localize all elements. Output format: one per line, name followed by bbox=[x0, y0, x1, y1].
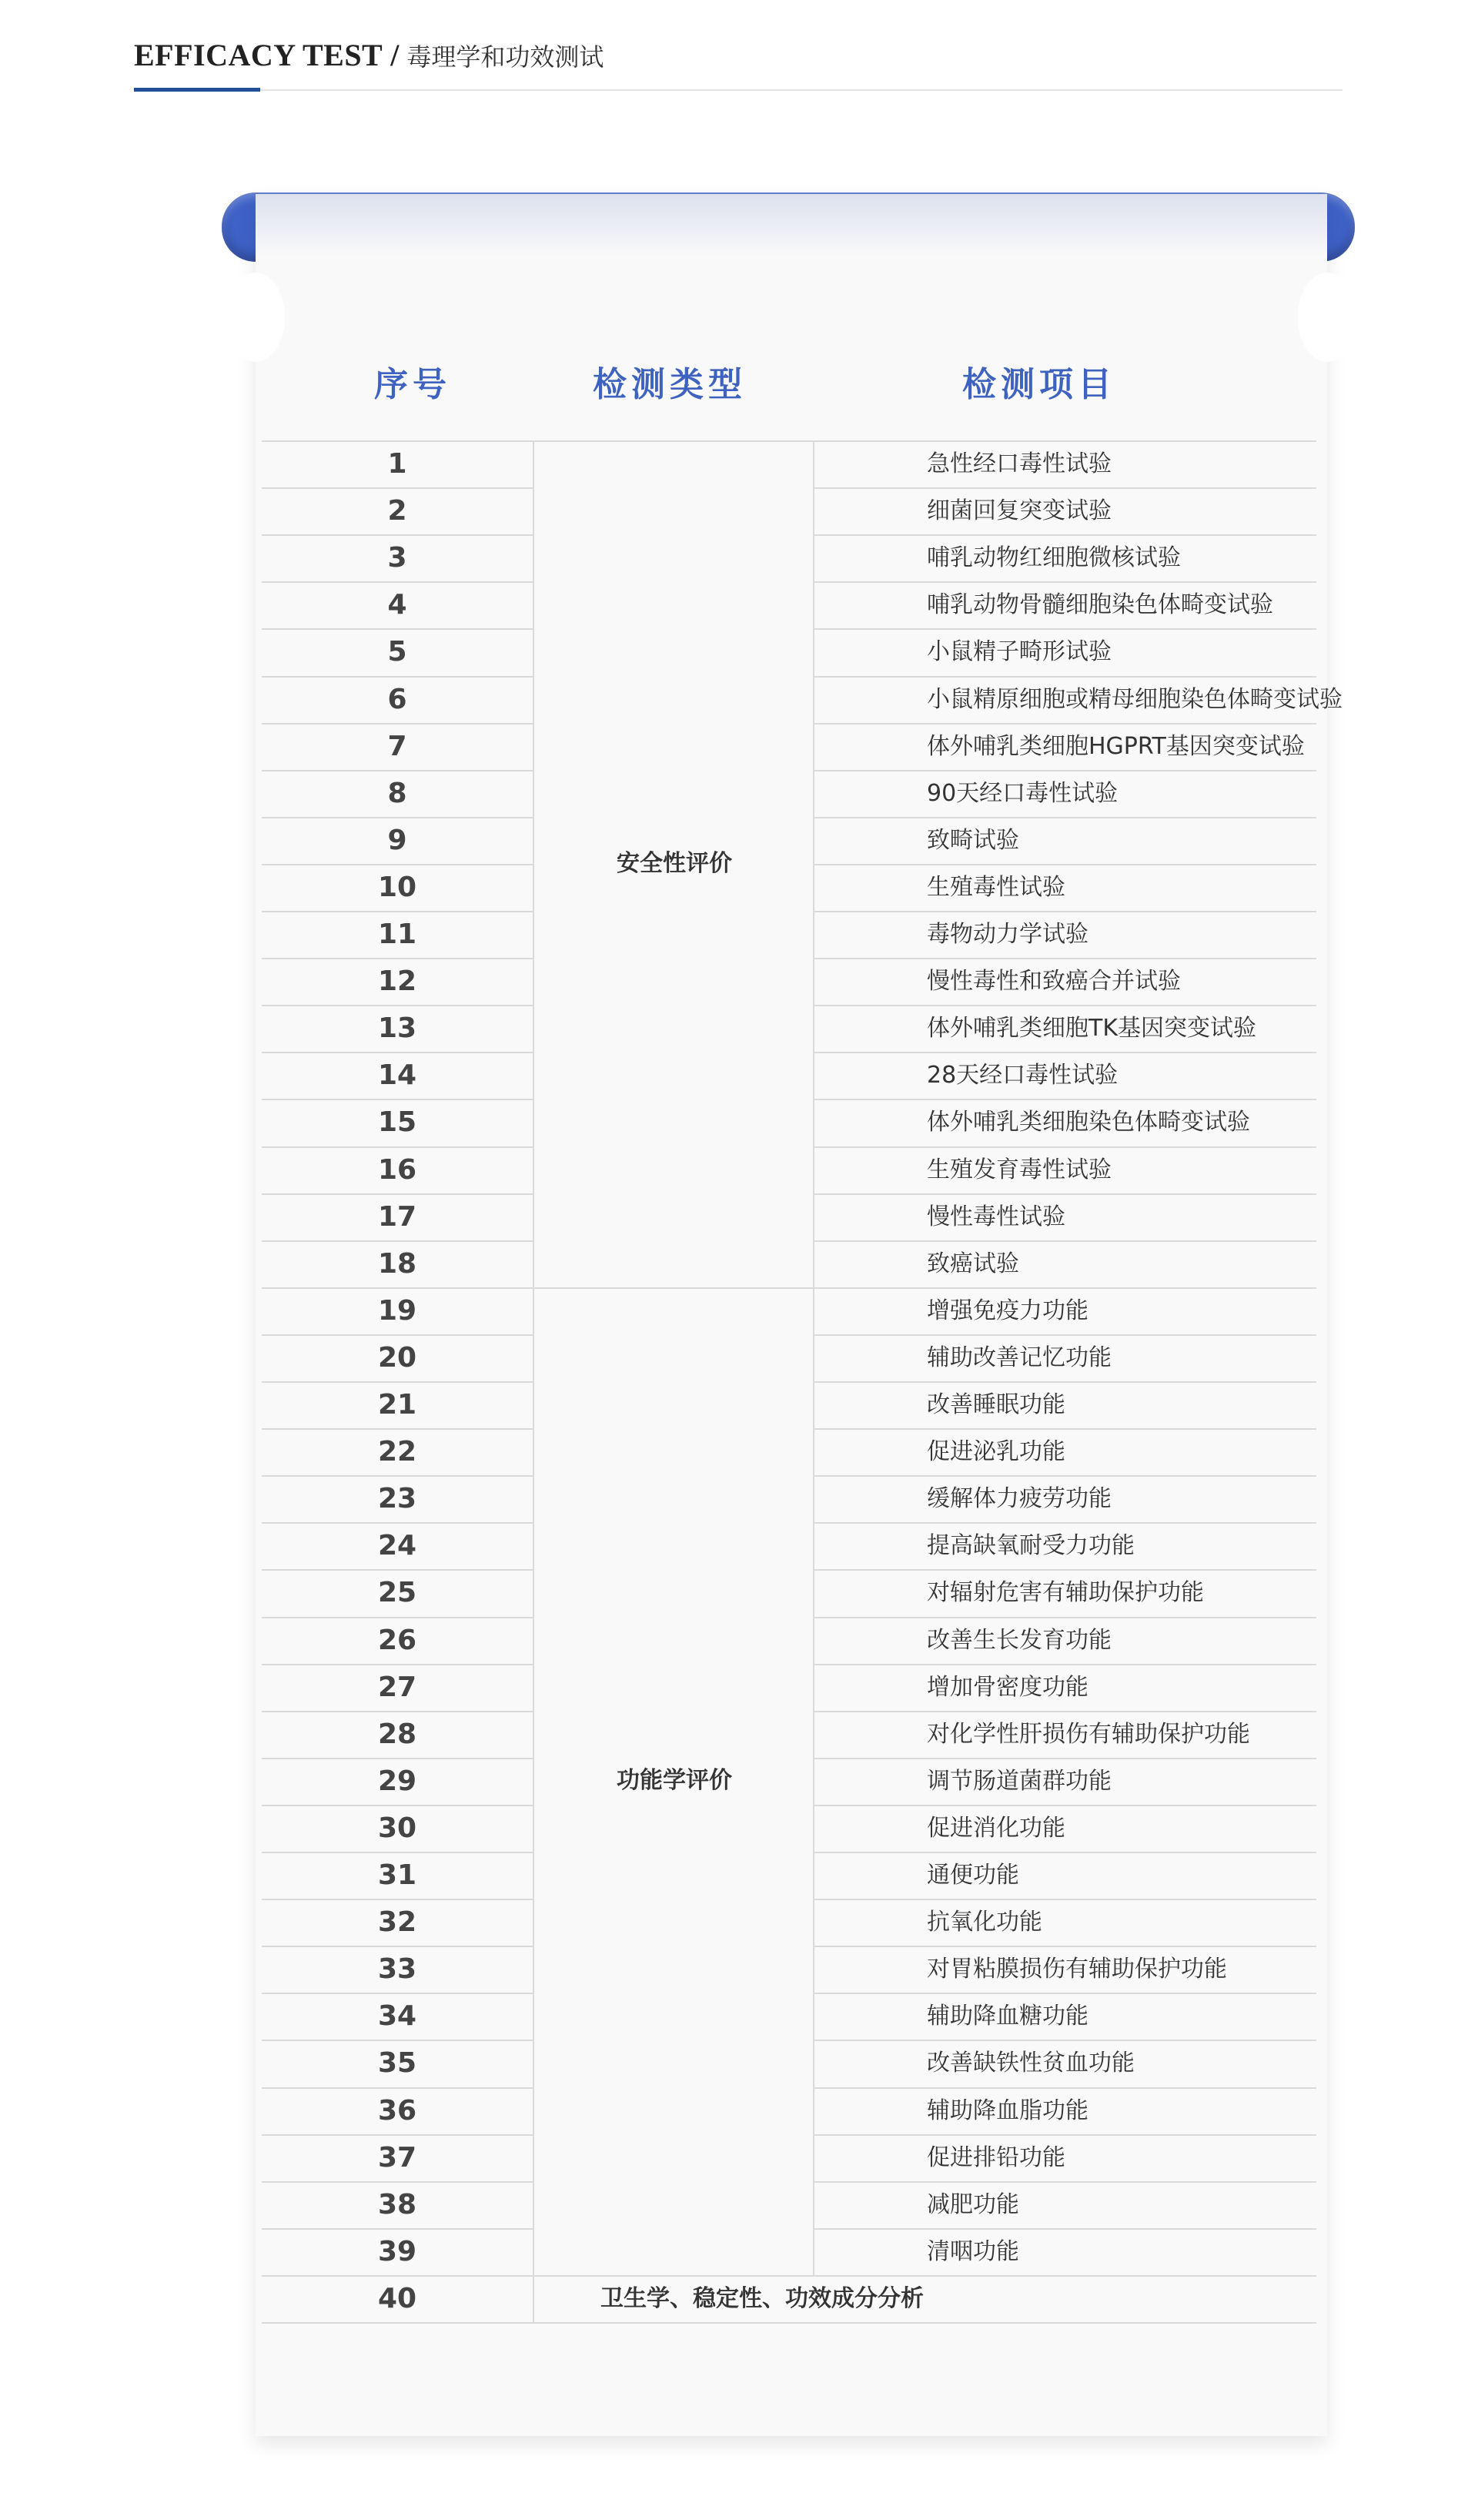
column-divider-type bbox=[813, 440, 814, 2275]
test-item: 致癌试验 bbox=[927, 1250, 1019, 1277]
test-item: 抗氧化功能 bbox=[927, 1909, 1042, 1936]
scroll-paper-shade bbox=[256, 194, 1327, 256]
test-item: 辅助降血糖功能 bbox=[927, 2003, 1088, 2030]
test-item: 减肥功能 bbox=[927, 2190, 1019, 2218]
test-item: 体外哺乳类细胞HGPRT基因突变试验 bbox=[927, 732, 1305, 760]
test-item: 促进消化功能 bbox=[927, 1814, 1065, 1842]
row-number: 28 bbox=[377, 1718, 417, 1750]
row-divider-item bbox=[813, 1240, 1316, 1242]
row-number: 24 bbox=[377, 1530, 417, 1562]
test-item: 改善睡眠功能 bbox=[927, 1391, 1065, 1418]
test-item: 哺乳动物红细胞微核试验 bbox=[927, 544, 1181, 572]
row-divider-item bbox=[813, 1899, 1316, 1900]
test-item: 促进排铅功能 bbox=[927, 2144, 1065, 2171]
page-header bbox=[134, 32, 1343, 95]
row-number: 3 bbox=[387, 542, 407, 574]
row-number: 14 bbox=[377, 1059, 417, 1092]
row-number: 8 bbox=[387, 777, 407, 809]
test-item: 慢性毒性和致癌合并试验 bbox=[927, 968, 1181, 996]
row-divider-item bbox=[813, 1852, 1316, 1853]
test-type-label: 功能学评价 bbox=[617, 1767, 732, 1795]
row-number: 34 bbox=[377, 2000, 417, 2033]
test-item: 哺乳动物骨髓细胞染色体畸变试验 bbox=[927, 591, 1273, 619]
row-number: 37 bbox=[377, 2141, 417, 2174]
row-number: 7 bbox=[387, 730, 407, 762]
test-item: 改善缺铁性贫血功能 bbox=[927, 2050, 1135, 2077]
row-number: 32 bbox=[377, 1906, 417, 1939]
row-number: 12 bbox=[377, 965, 417, 998]
title-chinese: 毒理学和功效测试 bbox=[406, 42, 604, 72]
row-number: 2 bbox=[387, 495, 407, 527]
test-item: 90天经口毒性试验 bbox=[927, 779, 1119, 807]
test-item: 急性经口毒性试验 bbox=[927, 450, 1112, 477]
row-divider-item bbox=[813, 817, 1316, 818]
test-item: 改善生长发育功能 bbox=[927, 1626, 1112, 1654]
row-number: 27 bbox=[377, 1671, 417, 1703]
test-item: 辅助降血脂功能 bbox=[927, 2097, 1088, 2124]
row-number: 20 bbox=[377, 1341, 417, 1374]
scroll-notch-left bbox=[226, 273, 285, 362]
row-number: 19 bbox=[377, 1294, 417, 1327]
row-number: 29 bbox=[377, 1765, 417, 1797]
row-number: 5 bbox=[387, 636, 407, 668]
header-accent-bar bbox=[134, 88, 260, 92]
table-bottom-rule bbox=[262, 2322, 1316, 2324]
row-number: 31 bbox=[377, 1859, 417, 1891]
row-number: 16 bbox=[377, 1153, 417, 1186]
test-item: 慢性毒性试验 bbox=[927, 1203, 1065, 1230]
test-item: 细菌回复突变试验 bbox=[927, 497, 1112, 525]
row-number: 1 bbox=[387, 448, 407, 480]
test-item: 致畸试验 bbox=[927, 826, 1019, 854]
page-title bbox=[134, 32, 604, 80]
row-number: 30 bbox=[377, 1812, 417, 1844]
row-number: 17 bbox=[377, 1200, 417, 1233]
scroll-notch-right bbox=[1298, 273, 1356, 362]
row-number: 10 bbox=[377, 871, 417, 903]
row-number: 35 bbox=[377, 2047, 417, 2080]
test-item: 辅助改善记忆功能 bbox=[927, 1344, 1112, 1371]
test-type-label: 安全性评价 bbox=[617, 849, 732, 877]
row-divider-item bbox=[813, 2228, 1316, 2230]
row-number: 15 bbox=[377, 1106, 417, 1139]
column-divider-number bbox=[533, 440, 534, 2322]
test-item: 促进泌乳功能 bbox=[927, 1438, 1065, 1466]
row-number: 26 bbox=[377, 1624, 417, 1656]
test-item: 对胃粘膜损伤有辅助保护功能 bbox=[927, 1956, 1227, 1983]
row-number: 4 bbox=[387, 589, 407, 621]
row-number: 39 bbox=[377, 2235, 417, 2267]
title-english: EFFICACY TEST bbox=[134, 38, 383, 72]
test-item: 毒物动力学试验 bbox=[927, 921, 1088, 948]
row-number: 21 bbox=[377, 1389, 417, 1421]
row-number: 23 bbox=[377, 1483, 417, 1515]
column-header-number: 序号 bbox=[374, 365, 451, 404]
test-item: 对化学性肝损伤有辅助保护功能 bbox=[927, 1720, 1250, 1748]
row-number: 11 bbox=[377, 919, 417, 950]
test-item: 小鼠精子畸形试验 bbox=[927, 638, 1112, 666]
row-number: 38 bbox=[377, 2188, 417, 2220]
test-item: 增强免疫力功能 bbox=[927, 1297, 1088, 1324]
row-number: 18 bbox=[377, 1247, 417, 1280]
column-header-type: 检测类型 bbox=[593, 365, 747, 404]
test-item: 清咽功能 bbox=[927, 2237, 1019, 2265]
test-item: 增加骨密度功能 bbox=[927, 1673, 1088, 1701]
header-divider bbox=[134, 89, 1343, 91]
group-divider bbox=[533, 1287, 814, 1289]
test-item: 生殖毒性试验 bbox=[927, 873, 1065, 901]
test-items-table bbox=[262, 440, 1343, 2354]
row-number: 9 bbox=[387, 824, 407, 856]
row-number: 13 bbox=[377, 1012, 417, 1045]
row-divider-item bbox=[813, 2181, 1316, 2183]
row-number: 22 bbox=[377, 1436, 417, 1468]
row-number: 33 bbox=[377, 1953, 417, 1986]
row-number: 40 bbox=[377, 2282, 417, 2314]
test-item: 通便功能 bbox=[927, 1862, 1019, 1889]
test-item: 缓解体力疲劳功能 bbox=[927, 1485, 1112, 1513]
row-number: 6 bbox=[387, 683, 407, 715]
test-item: 小鼠精原细胞或精母细胞染色体畸变试验 bbox=[927, 685, 1343, 713]
test-item: 28天经口毒性试验 bbox=[927, 1062, 1119, 1089]
test-item: 体外哺乳类细胞TK基因突变试验 bbox=[927, 1015, 1256, 1042]
test-item: 提高缺氧耐受力功能 bbox=[927, 1532, 1135, 1560]
test-item: 体外哺乳类细胞染色体畸变试验 bbox=[927, 1109, 1250, 1136]
row-number: 36 bbox=[377, 2094, 417, 2127]
title-separator: / bbox=[390, 38, 400, 72]
column-header-item: 检测项目 bbox=[962, 365, 1116, 404]
test-item: 对辐射危害有辅助保护功能 bbox=[927, 1579, 1204, 1607]
test-item: 生殖发育毒性试验 bbox=[927, 1156, 1112, 1183]
test-item: 调节肠道菌群功能 bbox=[927, 1767, 1112, 1795]
row-number: 25 bbox=[377, 1577, 417, 1609]
combined-test-item: 卫生学、稳定性、功效成分分析 bbox=[600, 2284, 924, 2312]
